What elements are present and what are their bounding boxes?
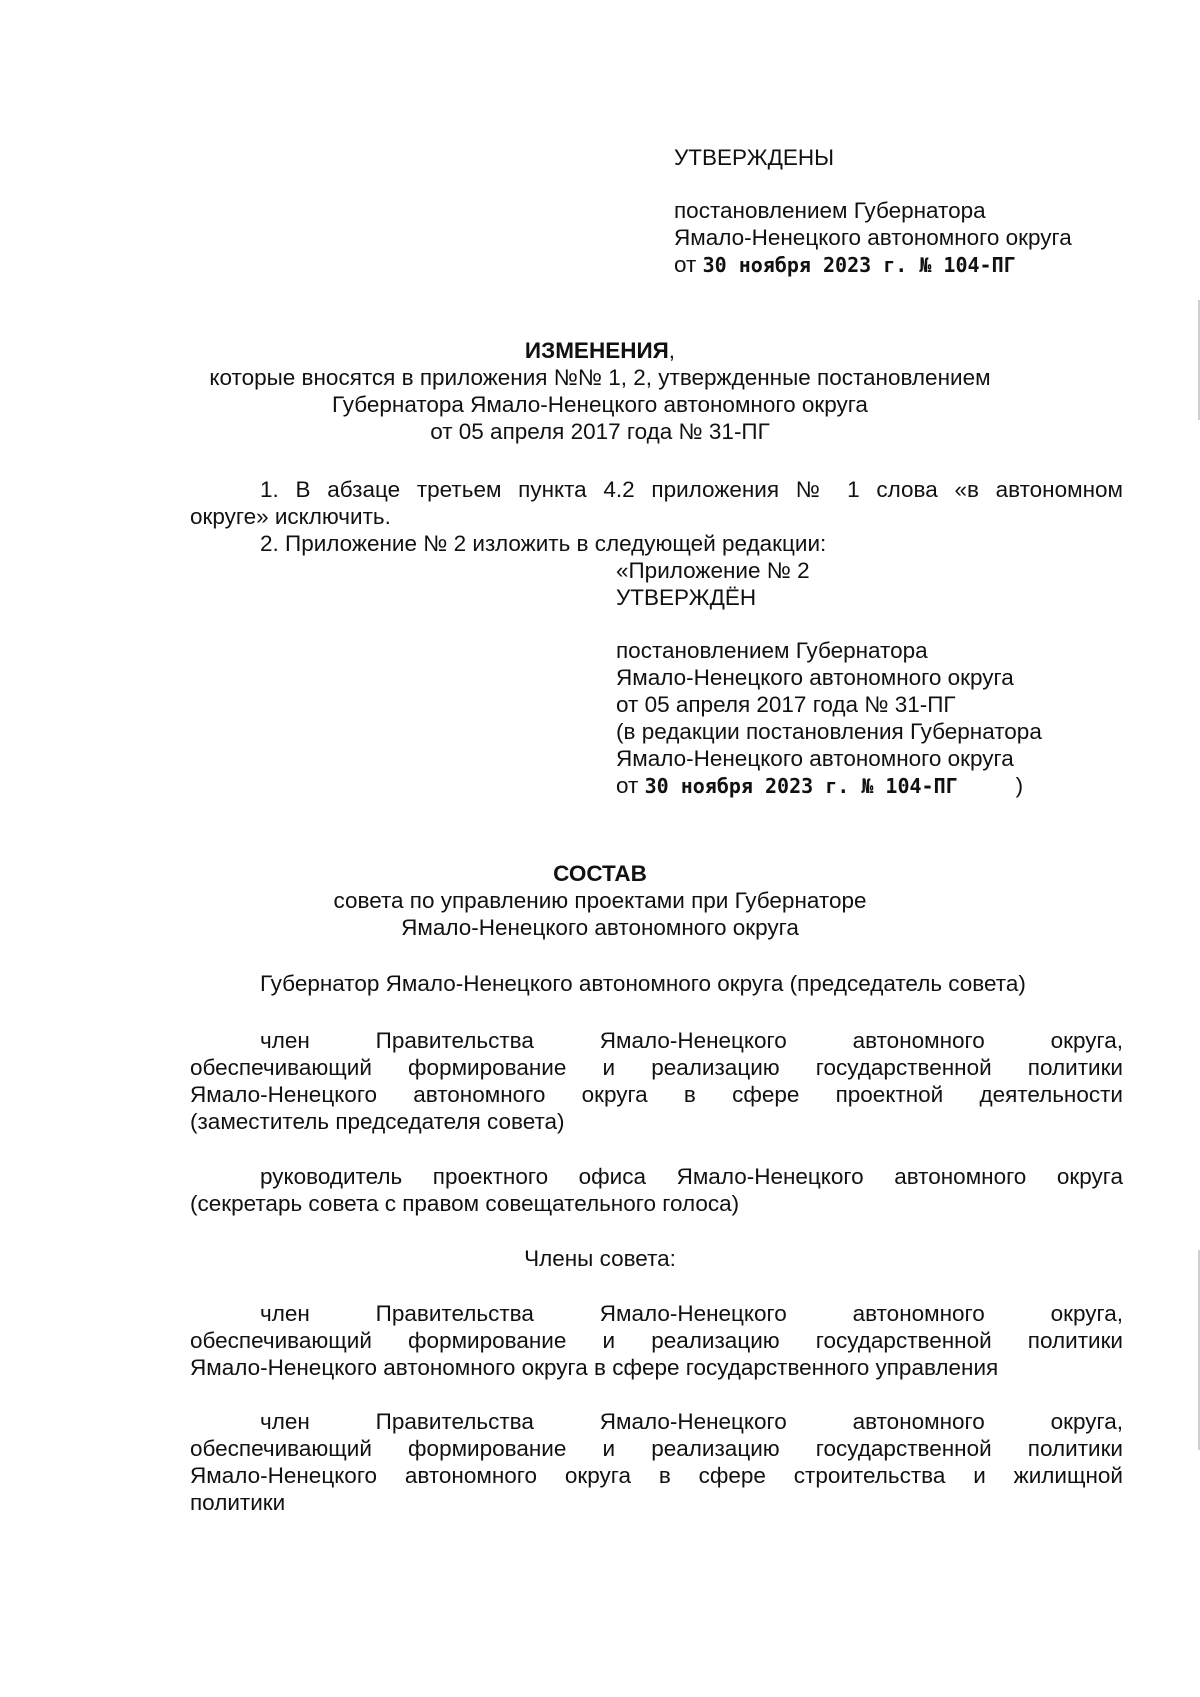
appendix-header	[616, 557, 1136, 800]
approval-date	[674, 251, 1154, 279]
members-title-block	[150, 1245, 1050, 1272]
approval-date-value: 30 ноября 2023 г. № 104-ПГ	[702, 253, 1016, 277]
changes-line-1: которые вносятся в приложения №№ 1, 2, утвержденные постановлением	[209, 365, 991, 390]
changes-title	[150, 337, 1050, 364]
change-items	[190, 476, 1123, 557]
member-2-line-3: Ямало-Ненецкого автономного округа в сфере строительства и жилищной	[190, 1463, 1123, 1488]
appendix-date-value: 30 ноября 2023 г. № 104-ПГ	[644, 774, 958, 798]
appendix-date	[616, 772, 1136, 800]
appendix-line-1: «Приложение № 2	[616, 558, 810, 583]
deputy-line-2: обеспечивающий формирование и реализацию государственной политики	[190, 1055, 1123, 1080]
item-1-line-1: 1. В абзаце третьем пункта 4.2 приложения № 1 слова «в автономном	[260, 477, 1123, 502]
secretary-line-2: (секретарь совета с правом совещательного голоса)	[190, 1191, 740, 1216]
members-title: Члены совета:	[524, 1246, 676, 1271]
member-secretary	[190, 1163, 1123, 1217]
changes-title-suffix: ,	[668, 338, 676, 363]
deputy-line-1: член Правительства Ямало-Ненецкого автономного округа,	[260, 1028, 1123, 1053]
appendix-line-2: УТВЕРЖДЁН	[616, 585, 757, 610]
appendix-line-4: Ямало-Ненецкого автономного округа	[616, 665, 1014, 690]
approval-header	[674, 144, 1154, 279]
member-2-line-2: обеспечивающий формирование и реализацию государственной политики	[190, 1436, 1123, 1461]
changes-heading	[150, 337, 1050, 445]
member-2-line-1: член Правительства Ямало-Ненецкого автономного округа,	[260, 1409, 1123, 1434]
composition-heading	[150, 860, 1050, 941]
chair-text: Губернатор Ямало-Ненецкого автономного округа (председатель совета)	[260, 971, 1026, 996]
member-2-line-4: политики	[190, 1490, 286, 1515]
appendix-line-6: (в редакции постановления Губернатора	[616, 719, 1042, 744]
member-deputy	[190, 1027, 1123, 1135]
changes-line-2: Губернатора Ямало-Ненецкого автономного округа	[332, 392, 868, 417]
appendix-line-7: Ямало-Ненецкого автономного округа	[616, 746, 1014, 771]
appendix-line-3: постановлением Губернатора	[616, 638, 928, 663]
member-1-line-3: Ямало-Ненецкого автономного округа в сфере государственного управления	[190, 1355, 999, 1380]
changes-line-3: от 05 апреля 2017 года № 31-ПГ	[430, 419, 770, 444]
member-1-line-1: член Правительства Ямало-Ненецкого автономного округа,	[260, 1301, 1123, 1326]
item-1-line-2: округе» исключить.	[190, 504, 391, 529]
appendix-date-prefix: от	[616, 773, 639, 798]
deputy-line-3: Ямало-Ненецкого автономного округа в сфере проектной деятельности	[190, 1082, 1123, 1107]
member-1	[190, 1300, 1123, 1381]
approval-date-prefix: от	[674, 252, 697, 277]
appendix-line-5: от 05 апреля 2017 года № 31-ПГ	[616, 692, 956, 717]
member-1-line-2: обеспечивающий формирование и реализацию государственной политики	[190, 1328, 1123, 1353]
member-2	[190, 1408, 1123, 1516]
approval-line-1: постановлением Губернатора	[674, 198, 986, 223]
changes-title-text: ИЗМЕНЕНИЯ	[524, 338, 669, 363]
secretary-line-1: руководитель проектного офиса Ямало-Ненецкого автономного округа	[260, 1164, 1123, 1189]
appendix-date-closing: )	[1015, 773, 1024, 798]
composition-line-2: Ямало-Ненецкого автономного округа	[401, 915, 799, 940]
composition-line-1: совета по управлению проектами при Губернаторе	[333, 888, 867, 913]
approval-line-2: Ямало-Ненецкого автономного округа	[674, 225, 1072, 250]
member-chair	[260, 970, 1140, 997]
composition-title: СОСТАВ	[553, 861, 647, 886]
deputy-line-4: (заместитель председателя совета)	[190, 1109, 565, 1134]
approval-title: УТВЕРЖДЕНЫ	[674, 145, 834, 170]
item-2: 2. Приложение № 2 изложить в следующей редакции:	[260, 531, 827, 556]
